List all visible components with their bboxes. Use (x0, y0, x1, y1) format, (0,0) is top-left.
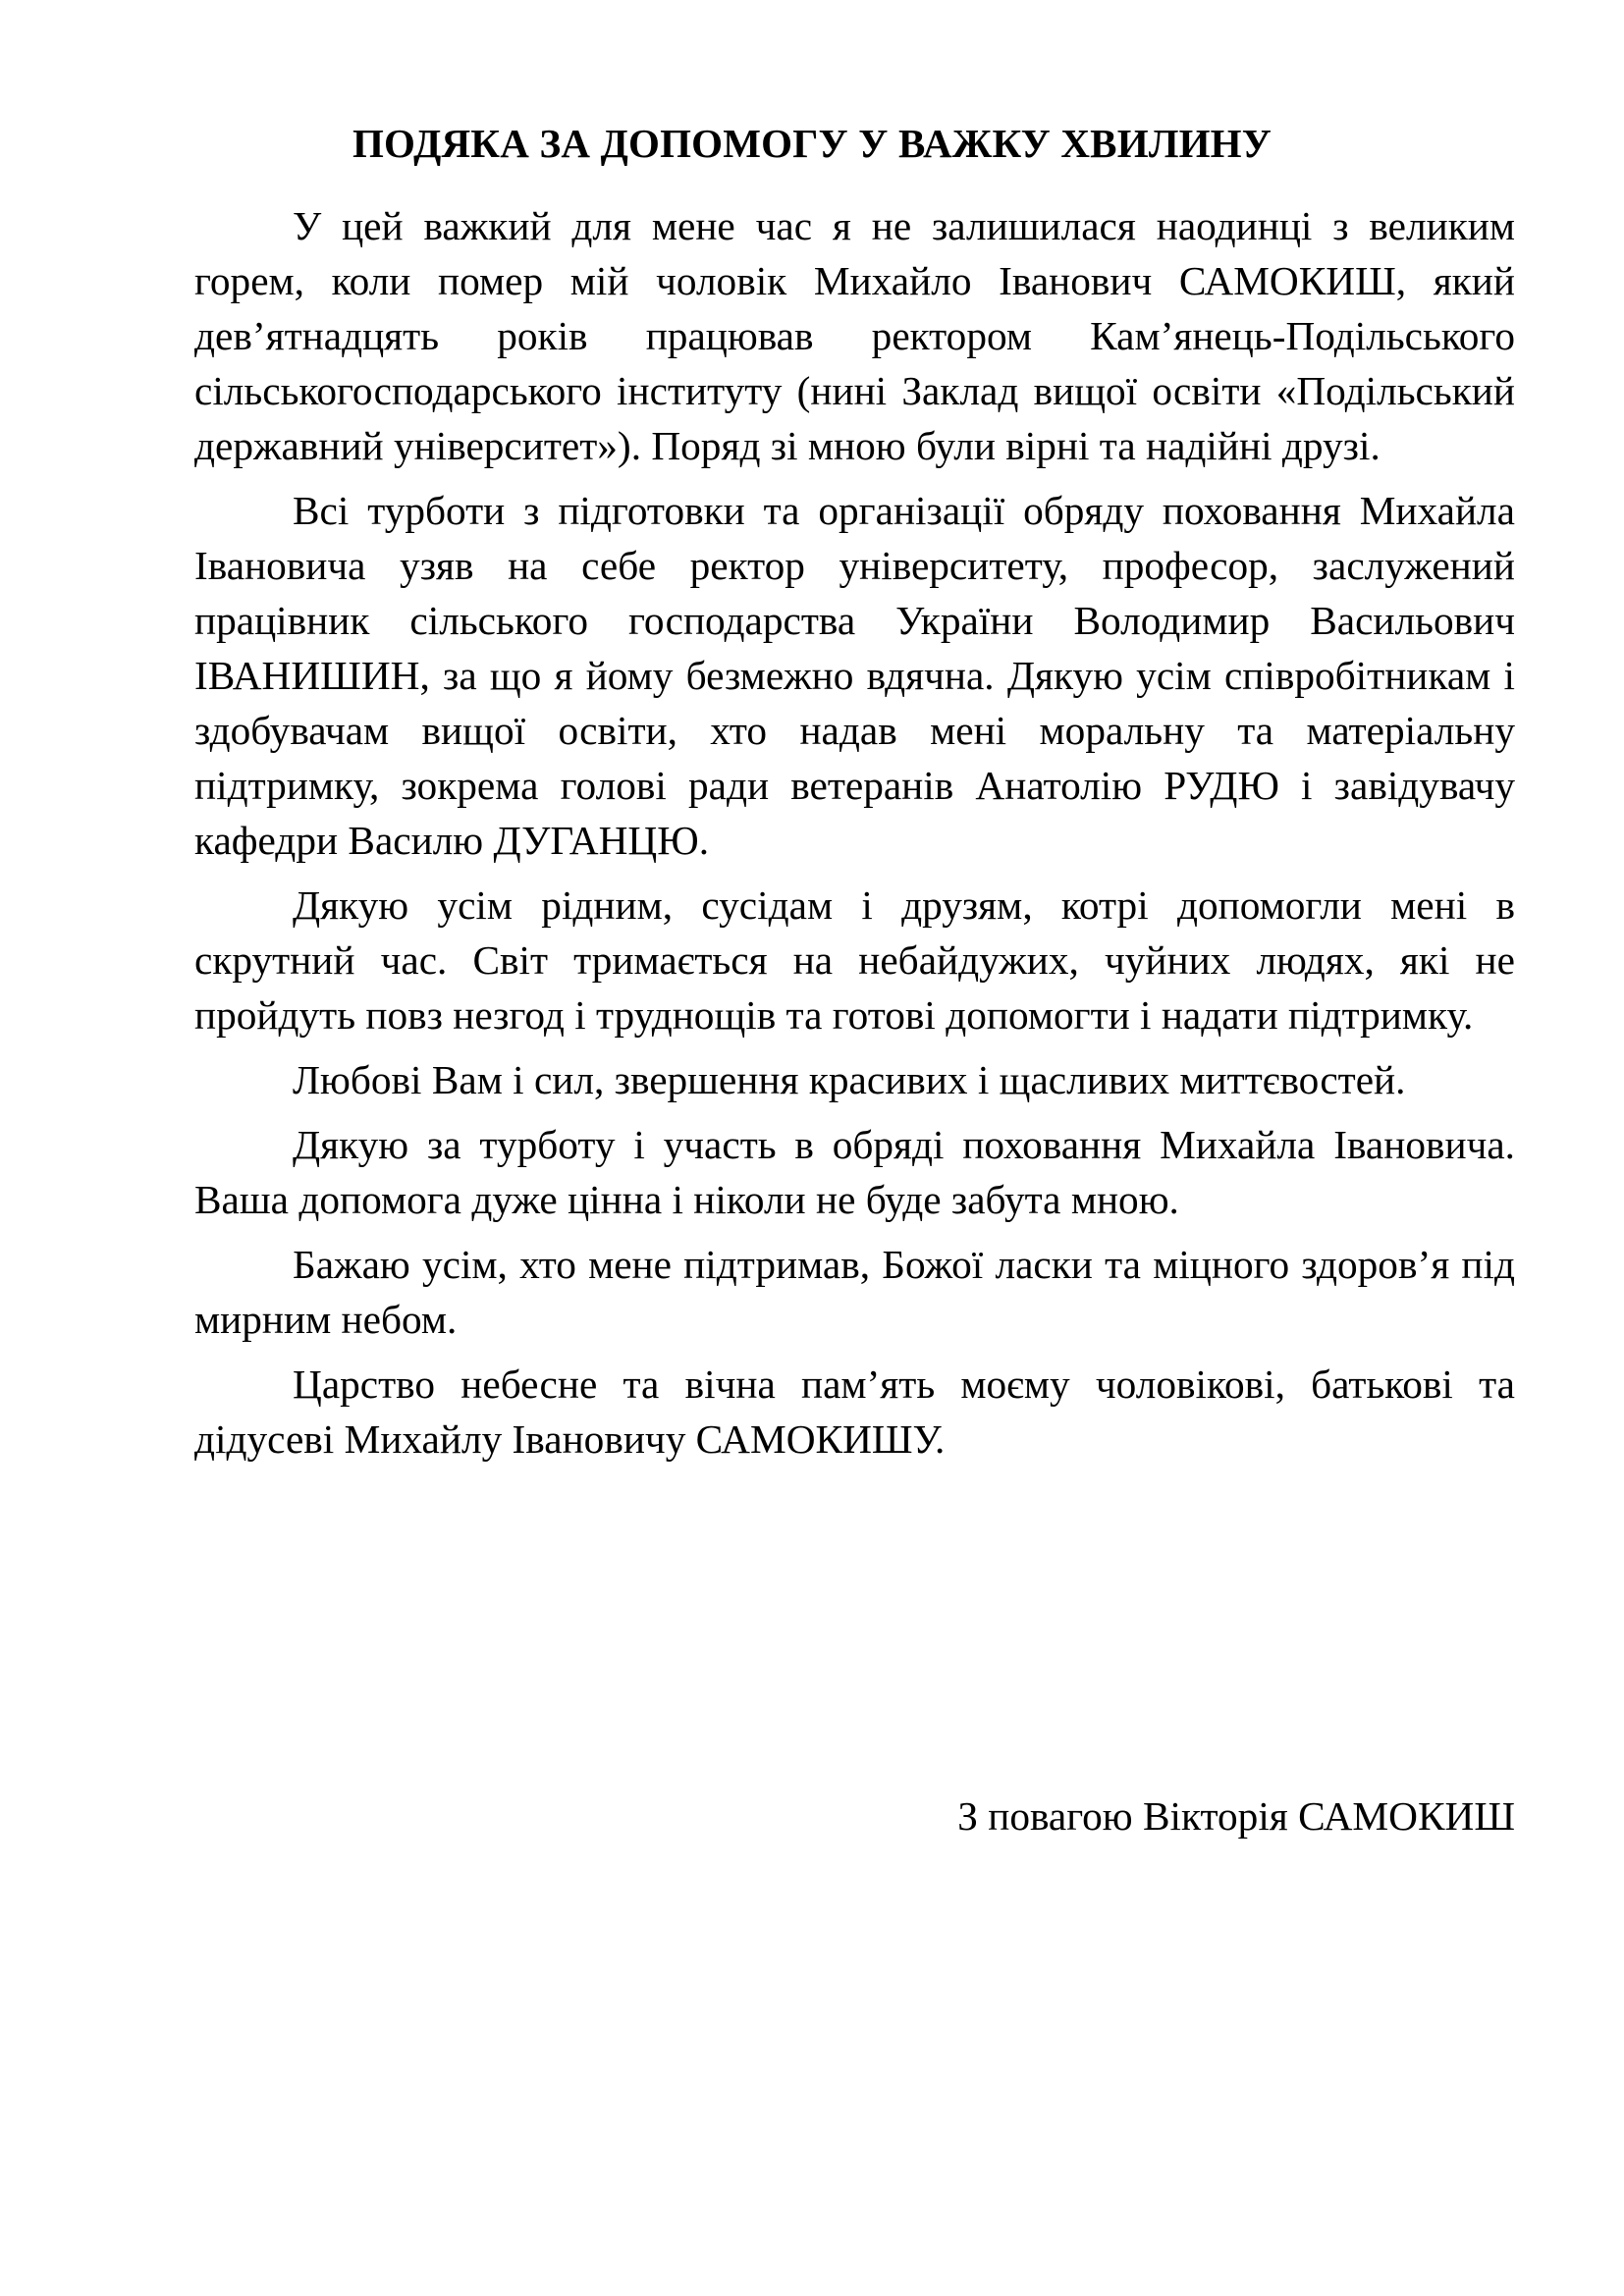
document-title: ПОДЯКА ЗА ДОПОМОГУ У ВАЖКУ ХВИЛИНУ (352, 121, 1272, 166)
paragraph-2: Всі турботи з підготовки та організації обряду поховання Михайла Івановича узяв на себе ректор університету, професор, заслужений працівник сільського господарства України Володимир Васильович ІВАНИШИН, за що я йому безмежно вдячна. Дякую усім співробітникам і здобувачам вищої освіти, хто надав мені моральну та матеріальну підтримку, зокрема голові ради ветеранів Анатолію РУДЮ і завідувачу кафедри Василю ДУГАНЦЮ. (194, 488, 1515, 863)
paragraph-3: Дякую усім рідним, сусідам і друзям, котрі допомогли мені в скрутний час. Світ тримається на небайдужих, чуйних людях, які не пройдуть повз незгод і труднощів та готові допомогти і надати підтримку. (194, 882, 1515, 1038)
signature: З повагою Вікторія САМОКИШ (957, 1793, 1515, 1839)
document-body (194, 198, 1515, 1476)
paragraph-5: Дякую за турботу і участь в обряді поховання Михайла Івановича. Ваша допомога дуже цінна і ніколи не буде забута мною. (194, 1122, 1515, 1222)
paragraph-6: Бажаю усім, хто мене підтримав, Божої ласки та міцного здоров’я під мирним небом. (194, 1242, 1515, 1342)
paragraph-7: Царство небесне та вічна пам’ять моєму чоловікові, батькові та дідусеві Михайлу Івановичу САМОКИШУ. (194, 1362, 1515, 1462)
paragraph-4: Любові Вам і сил, звершення красивих і щасливих миттєвостей. (293, 1057, 1406, 1102)
paragraph-1: У цей важкий для мене час я не залишилася наодинці з великим горем, коли помер мій чоловік Михайло Іванович САМОКИШ, який дев’ятнадцять років працював ректором Кам’янець-Подільського сільськогосподарського інституту (нині Заклад вищої освіти «Подільський державний університет»). Поряд зі мною були вірні та надійні друзі. (194, 203, 1515, 468)
